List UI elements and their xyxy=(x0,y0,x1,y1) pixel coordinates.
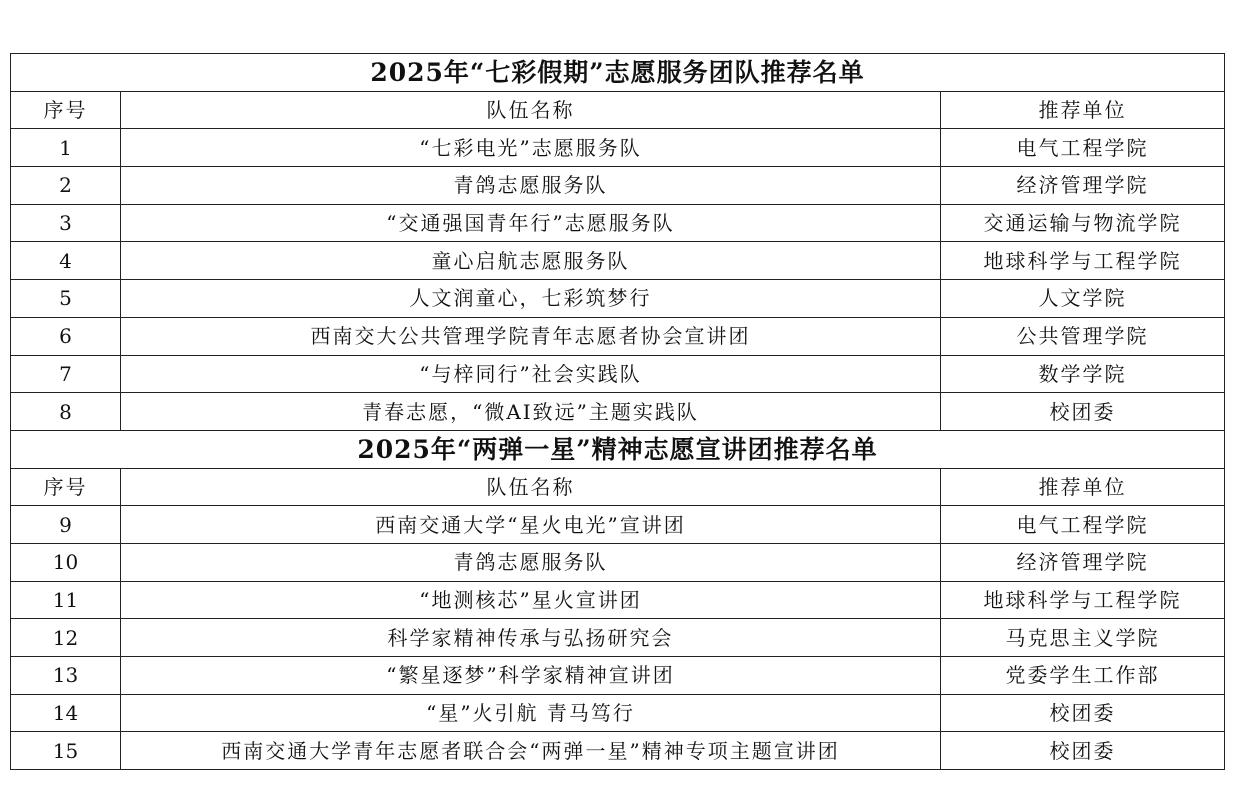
team-name-cell: 童心启航志愿服务队 xyxy=(121,242,941,280)
serial-number-cell: 15 xyxy=(11,732,121,770)
column-header-row xyxy=(11,468,1225,506)
recommending-unit-cell: 经济管理学院 xyxy=(941,167,1225,205)
team-name-cell: 西南交通大学青年志愿者联合会“两弹一星”精神专项主题宣讲团 xyxy=(121,732,941,770)
team-name-cell: “星”火引航 青马笃行 xyxy=(121,694,941,732)
section-title: 2025年“两弹一星”精神志愿宣讲团推荐名单 xyxy=(11,430,1225,468)
recommending-unit-cell: 交通运输与物流学院 xyxy=(941,204,1225,242)
table-row xyxy=(11,280,1225,318)
recommending-unit-cell: 马克思主义学院 xyxy=(941,619,1225,657)
table-row xyxy=(11,581,1225,619)
header-serial-number: 序号 xyxy=(11,468,121,506)
recommendation-table xyxy=(10,53,1225,770)
recommending-unit-cell: 校团委 xyxy=(941,694,1225,732)
serial-number-cell: 10 xyxy=(11,543,121,581)
recommending-unit-cell: 地球科学与工程学院 xyxy=(941,581,1225,619)
team-name-cell: “繁星逐梦”科学家精神宣讲团 xyxy=(121,657,941,695)
serial-number-cell: 4 xyxy=(11,242,121,280)
table-row xyxy=(11,317,1225,355)
header-recommending-unit: 推荐单位 xyxy=(941,468,1225,506)
table-row xyxy=(11,732,1225,770)
recommending-unit-cell: 电气工程学院 xyxy=(941,506,1225,544)
serial-number-cell: 14 xyxy=(11,694,121,732)
table-row xyxy=(11,129,1225,167)
team-name-cell: 科学家精神传承与弘扬研究会 xyxy=(121,619,941,657)
header-team-name: 队伍名称 xyxy=(121,91,941,129)
table-row xyxy=(11,167,1225,205)
serial-number-cell: 7 xyxy=(11,355,121,393)
recommending-unit-cell: 数学学院 xyxy=(941,355,1225,393)
table-row xyxy=(11,204,1225,242)
recommending-unit-cell: 经济管理学院 xyxy=(941,543,1225,581)
team-name-cell: 青春志愿，“微AI致远”主题实践队 xyxy=(121,393,941,431)
serial-number-cell: 12 xyxy=(11,619,121,657)
recommending-unit-cell: 电气工程学院 xyxy=(941,129,1225,167)
serial-number-cell: 2 xyxy=(11,167,121,205)
serial-number-cell: 1 xyxy=(11,129,121,167)
table-row xyxy=(11,355,1225,393)
serial-number-cell: 6 xyxy=(11,317,121,355)
section-title-row xyxy=(11,54,1225,92)
section-title-row xyxy=(11,430,1225,468)
serial-number-cell: 13 xyxy=(11,657,121,695)
recommending-unit-cell: 公共管理学院 xyxy=(941,317,1225,355)
serial-number-cell: 3 xyxy=(11,204,121,242)
column-header-row xyxy=(11,91,1225,129)
section-title: 2025年“七彩假期”志愿服务团队推荐名单 xyxy=(11,54,1225,92)
table-row xyxy=(11,506,1225,544)
table-row xyxy=(11,543,1225,581)
header-serial-number: 序号 xyxy=(11,91,121,129)
header-team-name: 队伍名称 xyxy=(121,468,941,506)
team-name-cell: “地测核芯”星火宣讲团 xyxy=(121,581,941,619)
table-row xyxy=(11,242,1225,280)
table-row xyxy=(11,657,1225,695)
recommending-unit-cell: 校团委 xyxy=(941,732,1225,770)
table-row xyxy=(11,694,1225,732)
team-name-cell: 人文润童心，七彩筑梦行 xyxy=(121,280,941,318)
serial-number-cell: 11 xyxy=(11,581,121,619)
team-name-cell: “与梓同行”社会实践队 xyxy=(121,355,941,393)
team-name-cell: “七彩电光”志愿服务队 xyxy=(121,129,941,167)
recommending-unit-cell: 人文学院 xyxy=(941,280,1225,318)
table-row xyxy=(11,393,1225,431)
team-name-cell: 西南交通大学“星火电光”宣讲团 xyxy=(121,506,941,544)
serial-number-cell: 9 xyxy=(11,506,121,544)
recommending-unit-cell: 校团委 xyxy=(941,393,1225,431)
table-body xyxy=(11,54,1225,770)
table-row xyxy=(11,619,1225,657)
team-name-cell: 青鸽志愿服务队 xyxy=(121,167,941,205)
team-name-cell: “交通强国青年行”志愿服务队 xyxy=(121,204,941,242)
recommending-unit-cell: 党委学生工作部 xyxy=(941,657,1225,695)
serial-number-cell: 5 xyxy=(11,280,121,318)
team-name-cell: 青鸽志愿服务队 xyxy=(121,543,941,581)
recommending-unit-cell: 地球科学与工程学院 xyxy=(941,242,1225,280)
team-name-cell: 西南交大公共管理学院青年志愿者协会宣讲团 xyxy=(121,317,941,355)
header-recommending-unit: 推荐单位 xyxy=(941,91,1225,129)
serial-number-cell: 8 xyxy=(11,393,121,431)
